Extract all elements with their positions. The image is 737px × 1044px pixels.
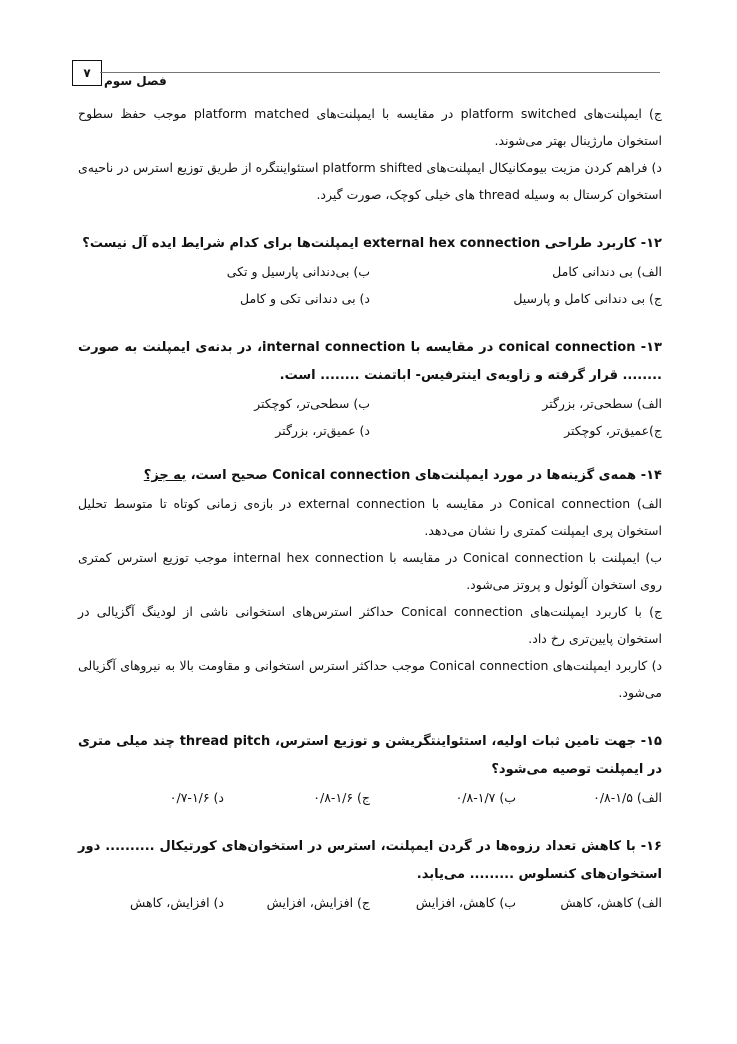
option: الف) کاهش، کاهش [560,895,662,910]
page-number: ۷ [72,60,102,86]
header-divider [100,72,660,73]
question-14-option-b: ب) ایمپلنت با Conical connection در مقایسه با internal hex connection موجب توزیع استرس کمتری روی استخوان آلوئول و پروتز می‌شود. [78,550,662,592]
question-16-options [78,889,662,916]
option: ب) کاهش، افزایش [415,895,516,910]
question-14-title-main: ۱۴- همه‌ی گزینه‌ها در مورد ایمپلنت‌های Conical connection صحیح است، [186,468,662,483]
question-13-title: ۱۳- conical connection در مقایسه با internal connection، در بدنه‌ی ایمپلنت به صورت ........ قرار گرفته و زاویه‌ی اینترفیس- اباتمنت ........ است. [78,340,662,383]
option: الف) ۱/۵-۰/۸ [593,790,662,805]
option: ج) افزایش، افزایش [266,895,370,910]
question-14-title [78,462,662,490]
option: د) عمیق‌تر، بزرگتر [275,423,370,438]
option: د) افزایش، کاهش [130,895,224,910]
chapter-title: فصل سوم [104,74,167,88]
option: ب) بی‌دندانی پارسیل و تکی [226,264,370,279]
option: الف) سطحی‌تر، بزرگتر [542,396,662,411]
question-15-options [78,784,662,811]
option: د) بی دندانی تکی و کامل [240,291,370,306]
question-14-option-d: د) کاربرد ایمپلنت‌های Conical connection موجب حداکثر استرس استخوانی و مقاومت بالا به نیروهای آگزیالی می‌شود. [78,658,663,700]
question-12-options [78,258,662,312]
question-14-option-c: ج) با کاربرد ایمپلنت‌های Conical connection حداکثر استرس‌های استخوانی ناشی از لودینگ آگزیالی در استخوان پایین‌تری رخ داد. [78,604,663,646]
question-12-title: ۱۲- کاربرد طراحی external hex connection ایمپلنت‌ها برای کدام شرایط ایده آل نیست؟ [82,236,662,251]
question-14-option-a: الف) Conical connection در مقایسه با external connection در بازه‌ی زمانی کوتاه تا متوسط تحلیل استخوان پری ایمپلنت کمتری را نشان می‌دهد. [78,496,663,538]
question-15-title: ۱۵- جهت تامین ثبات اولیه، استئواینتگریشن و توزیع استرس، thread pitch چند میلی متری در ایمپلنت توصیه می‌شود؟ [78,734,662,777]
intro-item-c: ج) ایمپلنت‌های platform switched در مقایسه با ایمپلنت‌های platform matched موجب حفظ سطوح استخوان مارژینال بهتر می‌شوند. [78,106,663,148]
option: ج)عمیق‌تر، کوچکتر [564,423,662,438]
option: د) ۱/۶-۰/۷ [169,790,224,805]
option: ج) ۱/۶-۰/۸ [313,790,370,805]
intro-item-d: د) فراهم کردن مزیت بیومکانیکال ایمپلنت‌های platform shifted استئواینتگره از طریق توزیع استرس در ناحیه‌ی استخوان کرستال به وسیله thread های خیلی کوچک، صورت گیرد. [78,160,663,202]
option: الف) بی دندانی کامل [552,264,662,279]
question-16-title: ۱۶- با کاهش تعداد رزوه‌ها در گردن ایمپلنت، استرس در استخوان‌های کورتیکال .......... دور استخوان‌های کنسلوس ......... می‌یابد. [78,839,662,882]
page-content [78,100,662,916]
option: ب) سطحی‌تر، کوچکتر [254,396,370,411]
question-14-title-emphasis: به جز؟ [143,468,187,483]
question-13-options [78,390,662,444]
option: ب) ۱/۷-۰/۸ [455,790,516,805]
option: ج) بی دندانی کامل و پارسیل [513,291,662,306]
